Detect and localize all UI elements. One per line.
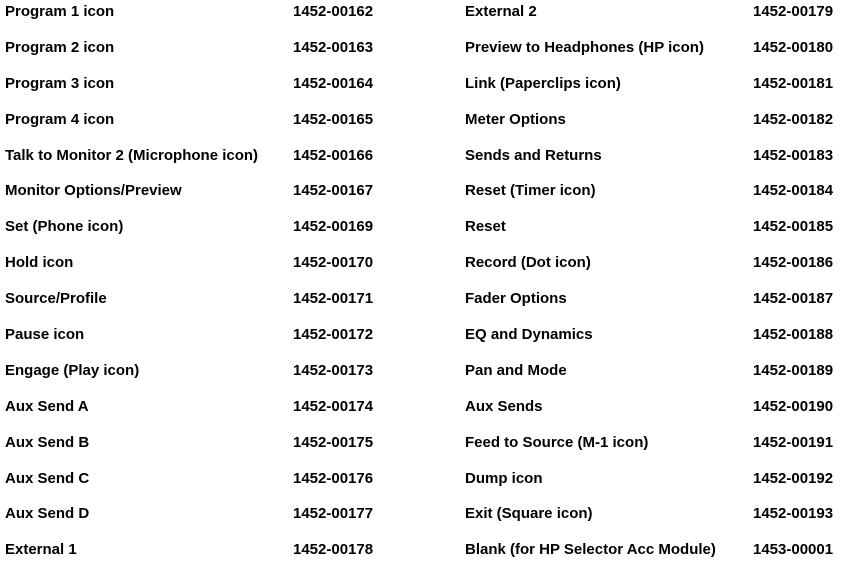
part-number: 1452-00164 <box>293 74 374 92</box>
item-name: Feed to Source (M-1 icon) <box>465 433 649 451</box>
list-item <box>465 72 842 108</box>
list-item <box>5 108 405 144</box>
part-number: 1452-00193 <box>753 505 834 523</box>
item-name: Reset <box>465 218 506 236</box>
part-number: 1452-00176 <box>293 469 374 487</box>
list-item <box>5 287 405 323</box>
list-item <box>465 179 842 215</box>
item-name: Program 3 icon <box>5 74 115 92</box>
item-name: Meter Options <box>465 110 566 128</box>
part-number: 1452-00166 <box>293 146 374 164</box>
item-name: Preview to Headphones (HP icon) <box>465 38 704 56</box>
item-name: Talk to Monitor 2 (Microphone icon) <box>5 146 259 164</box>
item-name: Program 1 icon <box>5 3 115 20</box>
part-number: 1452-00165 <box>293 110 374 128</box>
list-item <box>5 215 405 251</box>
part-number: 1452-00190 <box>753 397 834 415</box>
item-name: Source/Profile <box>5 290 107 308</box>
list-item <box>465 395 842 431</box>
item-name: Aux Send A <box>5 397 89 415</box>
item-name: Monitor Options/Preview <box>5 182 182 200</box>
part-number: 1452-00174 <box>293 397 374 415</box>
part-number: 1452-00192 <box>753 469 834 487</box>
item-name: Sends and Returns <box>465 146 602 164</box>
item-name: Fader Options <box>465 290 567 308</box>
part-number: 1452-00186 <box>753 254 834 272</box>
list-item <box>5 502 405 538</box>
item-name: Aux Sends <box>465 397 543 415</box>
list-item <box>465 251 842 287</box>
part-number: 1452-00182 <box>753 110 834 128</box>
item-name: Pan and Mode <box>465 361 567 379</box>
part-number: 1452-00167 <box>293 182 374 200</box>
list-item <box>465 502 842 538</box>
list-item <box>5 36 405 72</box>
list-item <box>465 431 842 467</box>
part-number: 1452-00188 <box>753 326 834 344</box>
item-name: Link (Paperclips icon) <box>465 74 621 92</box>
item-name: External 1 <box>5 541 77 559</box>
item-name: Exit (Square icon) <box>465 505 593 523</box>
item-name: Aux Send D <box>5 505 90 523</box>
part-number: 1452-00177 <box>293 505 374 523</box>
item-name: Set (Phone icon) <box>5 218 124 236</box>
part-number: 1452-00169 <box>293 218 374 236</box>
item-name: Engage (Play icon) <box>5 361 140 379</box>
part-number: 1452-00187 <box>753 290 834 308</box>
list-item <box>5 431 405 467</box>
part-number: 1452-00170 <box>293 254 374 272</box>
part-number: 1452-00184 <box>753 182 834 200</box>
list-item <box>5 538 405 574</box>
part-number: 1452-00171 <box>293 290 374 308</box>
list-item <box>5 359 405 395</box>
list-item <box>5 395 405 431</box>
item-name: Aux Send C <box>5 469 90 487</box>
list-item <box>5 72 405 108</box>
item-name: EQ and Dynamics <box>465 326 593 344</box>
part-number: 1453-00001 <box>753 541 834 559</box>
list-item <box>5 251 405 287</box>
part-number: 1452-00181 <box>753 74 834 92</box>
list-item <box>465 287 842 323</box>
part-number: 1452-00183 <box>753 146 834 164</box>
item-name: Program 2 icon <box>5 38 115 56</box>
item-name: Aux Send B <box>5 433 90 451</box>
list-item <box>465 359 842 395</box>
right-column <box>465 0 842 574</box>
list-item <box>465 0 842 36</box>
part-number: 1452-00172 <box>293 326 374 344</box>
list-item <box>465 323 842 359</box>
list-item <box>465 108 842 144</box>
item-name: Reset (Timer icon) <box>465 182 596 200</box>
left-column <box>5 0 405 574</box>
item-name: Record (Dot icon) <box>465 254 591 272</box>
item-name: External 2 <box>465 3 537 20</box>
part-number: 1452-00189 <box>753 361 834 379</box>
item-name: Blank (for HP Selector Acc Module) <box>465 541 716 559</box>
part-number: 1452-00191 <box>753 433 834 451</box>
list-item <box>465 467 842 503</box>
list-item <box>5 323 405 359</box>
part-number: 1452-00179 <box>753 3 834 20</box>
part-number: 1452-00180 <box>753 38 834 56</box>
part-number: 1452-00175 <box>293 433 374 451</box>
list-item <box>465 538 842 574</box>
list-item <box>5 144 405 180</box>
item-name: Dump icon <box>465 469 543 487</box>
list-item <box>465 36 842 72</box>
list-item <box>5 179 405 215</box>
part-number: 1452-00162 <box>293 3 374 20</box>
list-item <box>5 467 405 503</box>
list-item <box>465 144 842 180</box>
item-name: Pause icon <box>5 326 85 344</box>
part-number: 1452-00178 <box>293 541 374 559</box>
list-item <box>5 0 405 36</box>
item-name: Program 4 icon <box>5 110 115 128</box>
item-name: Hold icon <box>5 254 74 272</box>
part-number: 1452-00163 <box>293 38 374 56</box>
part-number: 1452-00185 <box>753 218 834 236</box>
part-number: 1452-00173 <box>293 361 374 379</box>
list-item <box>465 215 842 251</box>
